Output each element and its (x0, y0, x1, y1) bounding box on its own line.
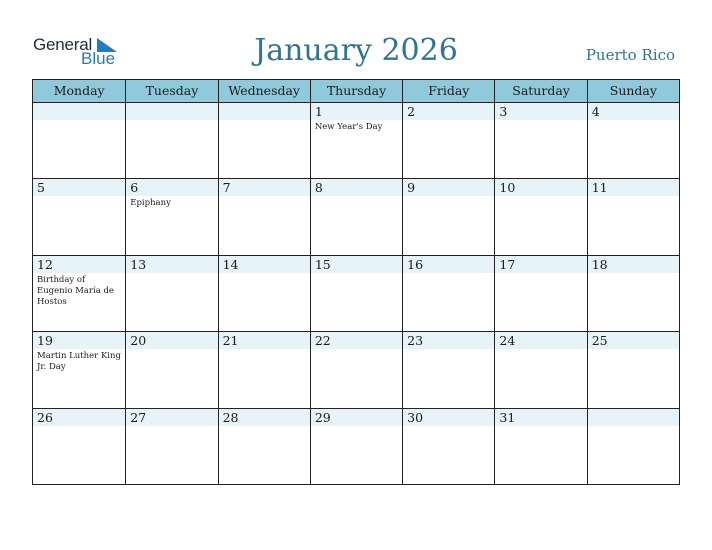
day-number: 26 (37, 409, 53, 425)
calendar-title: January 2026 (254, 33, 458, 68)
day-cell (402, 256, 494, 331)
day-cell (125, 256, 217, 331)
day-band (588, 103, 679, 120)
day-number: 20 (130, 333, 147, 349)
day-cell (33, 409, 125, 485)
day-number: 24 (499, 333, 516, 349)
day-number: 21 (222, 333, 239, 349)
day-number: 6 (130, 180, 139, 196)
weekday-thursday: Thursday (310, 80, 402, 102)
day-cell (402, 332, 494, 407)
day-number: 30 (407, 409, 424, 425)
day-cell (494, 409, 586, 485)
day-cell (587, 103, 679, 178)
day-number: 18 (591, 256, 608, 272)
day-number: 31 (499, 409, 516, 425)
logo-text-general: General (33, 35, 93, 54)
day-number: 1 (314, 104, 323, 119)
day-cell (402, 409, 494, 485)
week-row (33, 179, 679, 255)
day-number: 3 (499, 104, 508, 119)
day-band (33, 103, 125, 120)
day-cell (310, 409, 402, 485)
weekday-monday: Monday (53, 83, 105, 98)
logo-text-blue: Blue (81, 49, 116, 68)
day-cell (125, 409, 217, 485)
weekday-header (33, 80, 679, 103)
day-number: 17 (499, 256, 516, 272)
day-band (311, 103, 402, 120)
day-cell (494, 332, 586, 407)
day-band (311, 179, 402, 196)
weekday-friday: Friday (402, 80, 494, 102)
day-cell (494, 179, 586, 254)
day-number: 22 (314, 333, 331, 349)
day-cell (494, 256, 586, 331)
region-label: Puerto Rico (585, 46, 675, 64)
day-number: 10 (499, 180, 516, 196)
day-number: 2 (407, 104, 416, 119)
day-band (219, 179, 310, 196)
week-row (33, 409, 679, 485)
day-cell (218, 409, 310, 485)
holiday-label: Martin Luther King Jr. Day (37, 351, 121, 373)
day-number: 13 (130, 256, 147, 272)
day-cell (125, 179, 217, 254)
day-number: 15 (314, 256, 331, 272)
day-band (495, 103, 586, 120)
day-band (403, 179, 494, 196)
day-cell (587, 332, 679, 407)
day-cell (218, 332, 310, 407)
day-cell (310, 179, 402, 254)
day-cell (587, 179, 679, 254)
day-cell (494, 103, 586, 178)
day-cell (125, 332, 217, 407)
day-band (219, 103, 310, 120)
day-cell (587, 409, 679, 485)
day-number: 5 (37, 180, 45, 196)
day-number: 4 (591, 104, 600, 119)
day-cell (310, 103, 402, 178)
holiday-label: Epiphany (130, 198, 171, 209)
day-band (126, 179, 217, 196)
day-cell (125, 103, 217, 178)
day-cell (587, 256, 679, 331)
day-number: 25 (591, 333, 608, 349)
weeks-container (33, 103, 679, 485)
day-number: 14 (222, 256, 239, 272)
day-band (33, 179, 125, 196)
week-row (33, 256, 679, 332)
day-number: 29 (314, 409, 331, 425)
day-number: 7 (222, 180, 231, 196)
day-cell (310, 256, 402, 331)
day-cell (33, 103, 125, 178)
day-cell (33, 256, 125, 331)
day-cell (402, 103, 494, 178)
weekday-saturday: Saturday (494, 80, 586, 102)
holiday-label: New Year's Day (314, 122, 383, 132)
day-number: 16 (407, 256, 424, 272)
weekday-tuesday: Tuesday (125, 80, 217, 102)
day-cell (310, 332, 402, 407)
week-row (33, 103, 679, 179)
day-band (588, 409, 679, 426)
day-number: 23 (407, 333, 424, 349)
day-number: 27 (130, 409, 147, 425)
day-cell (218, 179, 310, 254)
day-cell (218, 256, 310, 331)
day-cell (402, 179, 494, 254)
day-band (126, 103, 217, 120)
week-row (33, 332, 679, 408)
holiday-label: Birthday of Eugenio María de Hostos (37, 274, 114, 307)
day-band (403, 103, 494, 120)
weekday-sunday: Sunday (587, 80, 679, 102)
day-cell (218, 103, 310, 178)
day-number: 12 (37, 256, 53, 272)
day-cell (33, 179, 125, 254)
day-number: 19 (37, 333, 53, 349)
day-cell (33, 332, 125, 407)
calendar-grid (32, 79, 680, 485)
day-number: 9 (407, 180, 416, 196)
day-number: 28 (222, 409, 239, 425)
day-number: 11 (591, 180, 608, 196)
day-number: 8 (314, 180, 323, 196)
weekday-wednesday: Wednesday (218, 80, 310, 102)
